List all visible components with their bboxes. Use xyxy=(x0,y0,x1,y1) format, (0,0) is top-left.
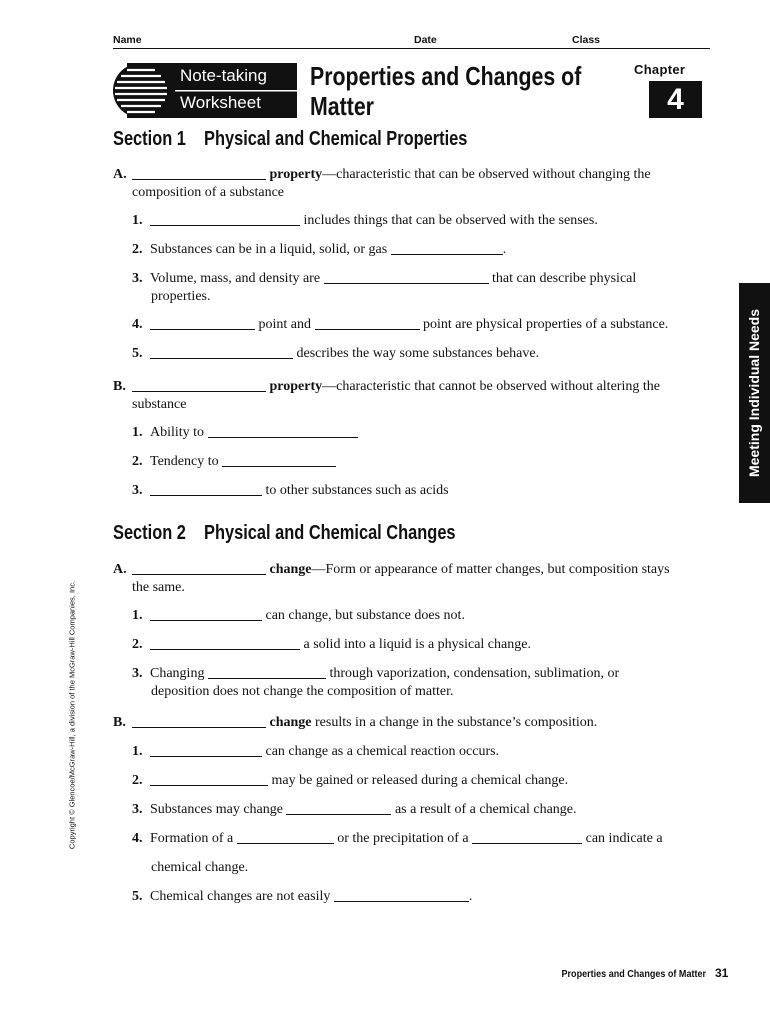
item-text: that can describe physical xyxy=(492,271,637,286)
s1-item-b1 xyxy=(132,424,358,442)
s2-item-a-cont: the same. xyxy=(132,580,185,595)
item-text: Formation of a xyxy=(150,831,234,846)
s1-item-a5 xyxy=(132,345,539,363)
section1-number: Section 1 xyxy=(113,128,186,150)
s1-item-a1 xyxy=(132,212,598,230)
page-footer xyxy=(538,966,728,980)
item-letter: A. xyxy=(113,562,127,577)
s2-item-b3 xyxy=(132,801,577,819)
item-number: 5. xyxy=(132,346,143,361)
side-tab-label: Meeting Individual Needs xyxy=(746,308,762,478)
item-end: . xyxy=(502,242,507,257)
bold-term: change xyxy=(269,562,312,577)
s2-item-b xyxy=(113,714,597,732)
item-text: or the precipitation of a xyxy=(337,831,469,846)
item-number: 3. xyxy=(132,271,143,286)
answer-blank[interactable] xyxy=(150,648,300,650)
item-text: Substances can be in a liquid, solid, or gas xyxy=(150,242,388,257)
item-text: can change as a chemical reaction occurs. xyxy=(265,744,500,759)
answer-blank[interactable] xyxy=(472,842,582,844)
s2-item-b4 xyxy=(132,830,663,848)
item-number: 3. xyxy=(132,666,143,681)
item-text: —characteristic that can be observed without changing the xyxy=(322,167,651,182)
answer-blank[interactable] xyxy=(150,328,255,330)
chapter-label: Chapter xyxy=(634,62,686,77)
header-rule xyxy=(113,48,710,49)
item-number: 1. xyxy=(132,744,143,759)
answer-blank[interactable] xyxy=(391,253,503,255)
page-number: 31 xyxy=(714,966,729,980)
class-label: Class xyxy=(572,34,601,46)
s1-item-b2 xyxy=(132,453,336,471)
answer-blank[interactable] xyxy=(150,494,262,496)
item-number: 4. xyxy=(132,831,143,846)
s2-item-b2 xyxy=(132,772,568,790)
answer-blank[interactable] xyxy=(286,813,391,815)
item-letter: B. xyxy=(113,379,126,394)
logo-line2: Worksheet xyxy=(180,93,261,112)
answer-blank[interactable] xyxy=(222,465,336,467)
section1-title: Physical and Chemical Properties xyxy=(204,128,468,150)
item-number: 5. xyxy=(132,889,143,904)
s2-item-a3 xyxy=(132,665,619,683)
s1-item-a3-cont: properties. xyxy=(151,289,211,304)
item-letter: B. xyxy=(113,715,126,730)
answer-blank[interactable] xyxy=(132,726,266,728)
item-text: through vaporization, condensation, sublimation, or xyxy=(329,666,620,681)
s2-item-a xyxy=(113,561,723,579)
copyright-notice: Copyright © Glencoe/McGraw-Hill, a division of the McGraw-Hill Companies, Inc. xyxy=(67,580,77,850)
bold-term: property xyxy=(269,379,323,394)
name-label: Name xyxy=(113,34,142,46)
item-text: point are physical properties of a substance. xyxy=(423,317,669,332)
item-number: 2. xyxy=(132,637,143,652)
item-end: . xyxy=(468,889,473,904)
section2-title: Physical and Chemical Changes xyxy=(204,522,456,544)
s2-item-a2 xyxy=(132,636,531,654)
item-text: includes things that can be observed with the senses. xyxy=(303,213,598,228)
item-number: 1. xyxy=(132,425,143,440)
item-text: a solid into a liquid is a physical change. xyxy=(303,637,531,652)
item-text: —characteristic that cannot be observed without altering the xyxy=(322,379,660,394)
answer-blank[interactable] xyxy=(132,178,266,180)
bold-term: property xyxy=(269,167,323,182)
s2-item-b1 xyxy=(132,743,499,761)
answer-blank[interactable] xyxy=(208,677,326,679)
item-text: Ability to xyxy=(150,425,205,440)
item-letter: A. xyxy=(113,167,127,182)
item-text: point and xyxy=(258,317,311,332)
s1-item-a xyxy=(113,166,713,184)
s1-item-b-cont: substance xyxy=(132,397,187,412)
logo-line1: Note-taking xyxy=(180,66,267,85)
note-taking-worksheet-logo xyxy=(113,63,297,118)
item-text: Chemical changes are not easily xyxy=(150,889,331,904)
item-text: describes the way some substances behave. xyxy=(296,346,540,361)
answer-blank[interactable] xyxy=(150,224,300,226)
item-text: results in a change in the substance’s composition. xyxy=(311,715,598,730)
answer-blank[interactable] xyxy=(150,357,293,359)
item-number: 4. xyxy=(132,317,143,332)
answer-blank[interactable] xyxy=(150,619,262,621)
s1-item-b xyxy=(113,378,713,396)
s1-item-a-cont: composition of a substance xyxy=(132,185,285,200)
item-text: can change, but substance does not. xyxy=(265,608,465,623)
answer-blank[interactable] xyxy=(132,573,266,575)
item-text: as a result of a chemical change. xyxy=(394,802,577,817)
date-label: Date xyxy=(414,34,437,46)
s1-item-b3 xyxy=(132,482,449,500)
item-text: —Form or appearance of matter changes, but composition stays xyxy=(311,562,670,577)
s1-item-a3 xyxy=(132,270,636,288)
footer-title: Properties and Changes of Matter xyxy=(561,968,707,980)
item-number: 2. xyxy=(132,773,143,788)
item-text: Volume, mass, and density are xyxy=(150,271,321,286)
answer-blank[interactable] xyxy=(150,755,262,757)
answer-blank[interactable] xyxy=(324,282,489,284)
item-text: Changing xyxy=(150,666,205,681)
s2-item-b4-cont: chemical change. xyxy=(151,860,249,875)
answer-blank[interactable] xyxy=(237,842,334,844)
bold-term: change xyxy=(269,715,312,730)
item-number: 2. xyxy=(132,454,143,469)
section2-number: Section 2 xyxy=(113,522,186,544)
s2-item-a3-cont: deposition does not change the composition of matter. xyxy=(151,684,454,699)
chapter-number: 4 xyxy=(649,81,702,118)
item-text: may be gained or released during a chemical change. xyxy=(271,773,569,788)
answer-blank[interactable] xyxy=(132,390,266,392)
item-text: Substances may change xyxy=(150,802,283,817)
answer-blank[interactable] xyxy=(334,900,469,902)
page-title-line2: Matter xyxy=(310,91,374,121)
s1-item-a4 xyxy=(132,316,668,334)
item-number: 3. xyxy=(132,483,143,498)
item-number: 1. xyxy=(132,608,143,623)
item-text: to other substances such as acids xyxy=(265,483,449,498)
item-text: Tendency to xyxy=(150,454,219,469)
answer-blank[interactable] xyxy=(150,784,268,786)
answer-blank[interactable] xyxy=(315,328,420,330)
item-number: 1. xyxy=(132,213,143,228)
s1-item-a2 xyxy=(132,241,506,259)
item-number: 3. xyxy=(132,802,143,817)
item-text: can indicate a xyxy=(585,831,663,846)
answer-blank[interactable] xyxy=(208,436,358,438)
page-title-line1: Properties and Changes of xyxy=(310,61,582,91)
item-number: 2. xyxy=(132,242,143,257)
s2-item-b5 xyxy=(132,888,472,906)
s2-item-a1 xyxy=(132,607,465,625)
